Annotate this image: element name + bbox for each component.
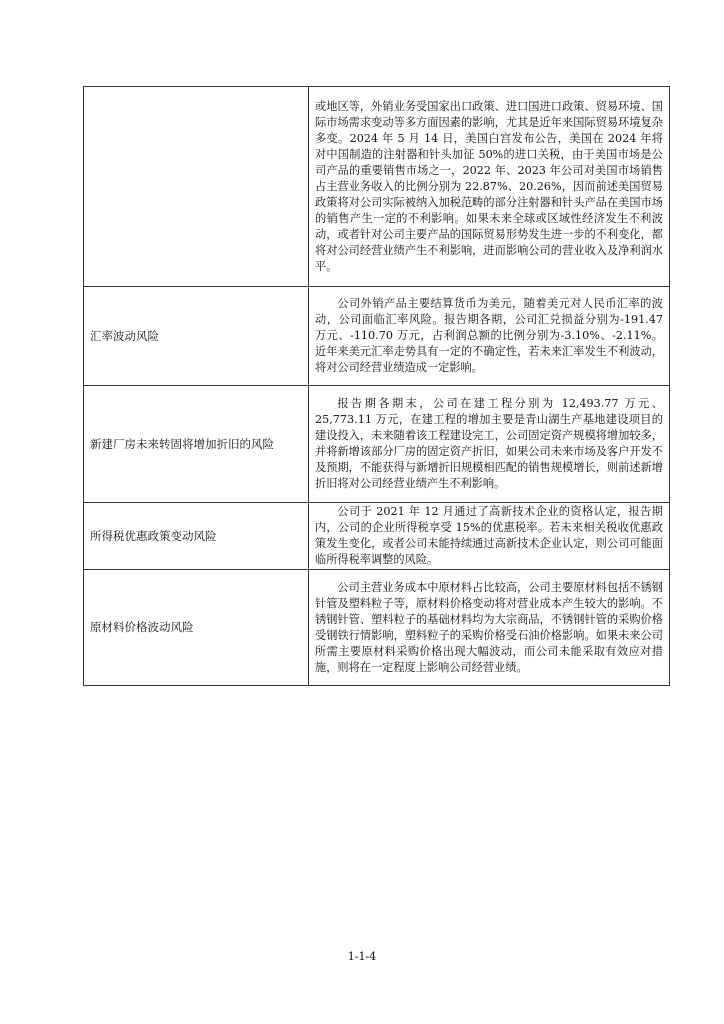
risk-description: 公司主营业务成本中原材料占比较高，公司主要原材料包括不锈钢针管及塑料粒子等，原材料价格变动将对营业成本产生较大的影响。不锈钢针管、塑料粒子的基础材料均为大宗商品，不锈钢针管的采购价格受钢铁行情影响，塑料粒子的采购价格受石油价格影响。如果未来公司所需主要原材料采购价格出现大幅波动，而公司未能采取有效应对措施，则将在一定程度上影响公司经营业绩。 [315, 580, 663, 674]
risk-name-cell [84, 386, 309, 503]
risk-name-cell [84, 87, 309, 287]
risk-name-cell [84, 287, 309, 386]
risk-name-cell [84, 503, 309, 570]
table-row [84, 87, 670, 287]
risk-description: 报告期各期末，公司在建工程分别为 12,493.77 万元、25,773.11 万元，在建工程的增加主要是青山湖生产基地建设项目的建设投入，未来随着该工程建设完工，公司固定资产规模将增加较多，并将新增该部分厂房的固定资产折旧，如果公司未来市场及客户开发不及预期，不能获得与新增折旧规模相匹配的销售规模增长，则前述新增折旧将对公司经营业绩产生不利影响。 [315, 397, 663, 490]
table-row [84, 503, 670, 570]
page-number: 1-1-4 [347, 950, 377, 963]
risk-name-cell [84, 570, 309, 686]
risk-description-cell [309, 503, 670, 570]
risk-factor-table [83, 86, 670, 686]
risk-description: 或地区等，外销业务受国家出口政策、进口国进口政策、贸易环境、国际市场需求变动等多方面因素的影响，尤其是近年来国际贸易环境复杂多变。2024 年 5 月 14 日，美国白宫发布公告，美国在 2024 年将对中国制造的注射器和针头加征 50%的进口关税，由于美国市场是公司产品的重要销售市场之一，2022 年、2023 年公司对美国市场销售占主营业务收入的比例分别为 22.87%、20.26%，因而前述美国贸易政策将对公司实际被纳入加税范畴的部分注射器和针头产品在美国市场的销售产生一定的不利影响。如果未来全球或区域性经济发生不利波动，或者针对公司主要产品的国际贸易形势发生进一步的不利变化，都将对公司经营业绩产生不利影响，进而影响公司的营业收入及净利润水平。 [315, 99, 663, 273]
risk-name: 汇率波动风险 [90, 328, 159, 343]
risk-description-cell [309, 287, 670, 386]
risk-description-cell [309, 386, 670, 503]
table-row [84, 386, 670, 503]
risk-name: 原材料价格波动风险 [90, 620, 194, 634]
risk-description-cell [309, 570, 670, 686]
risk-description: 公司外销产品主要结算货币为美元，随着美元对人民币汇率的波动，公司面临汇率风险。报告期各期，公司汇兑损益分别为-191.47 万元、-110.70 万元，占利润总额的比例分别为-3.10%、-2.11%。近年来美元汇率走势具有一定的不确定性，若未来汇率发生不利波动，将对公司经营业绩造成一定影响。 [315, 297, 663, 374]
risk-description-cell [309, 87, 670, 287]
table-row [84, 570, 670, 686]
risk-name: 所得税优惠政策变动风险 [90, 528, 217, 543]
table-row [84, 287, 670, 386]
risk-description: 公司于 2021 年 12 月通过了高新技术企业的资格认定，报告期内，公司的企业所得税享受 15%的优惠税率。若未来相关税收优惠政策发生变化，或者公司未能持续通过高新技术企业认定，则公司可能面临所得税率调整的风险。 [315, 505, 663, 566]
risk-name: 新建厂房未来转固将增加折旧的风险 [90, 436, 274, 451]
